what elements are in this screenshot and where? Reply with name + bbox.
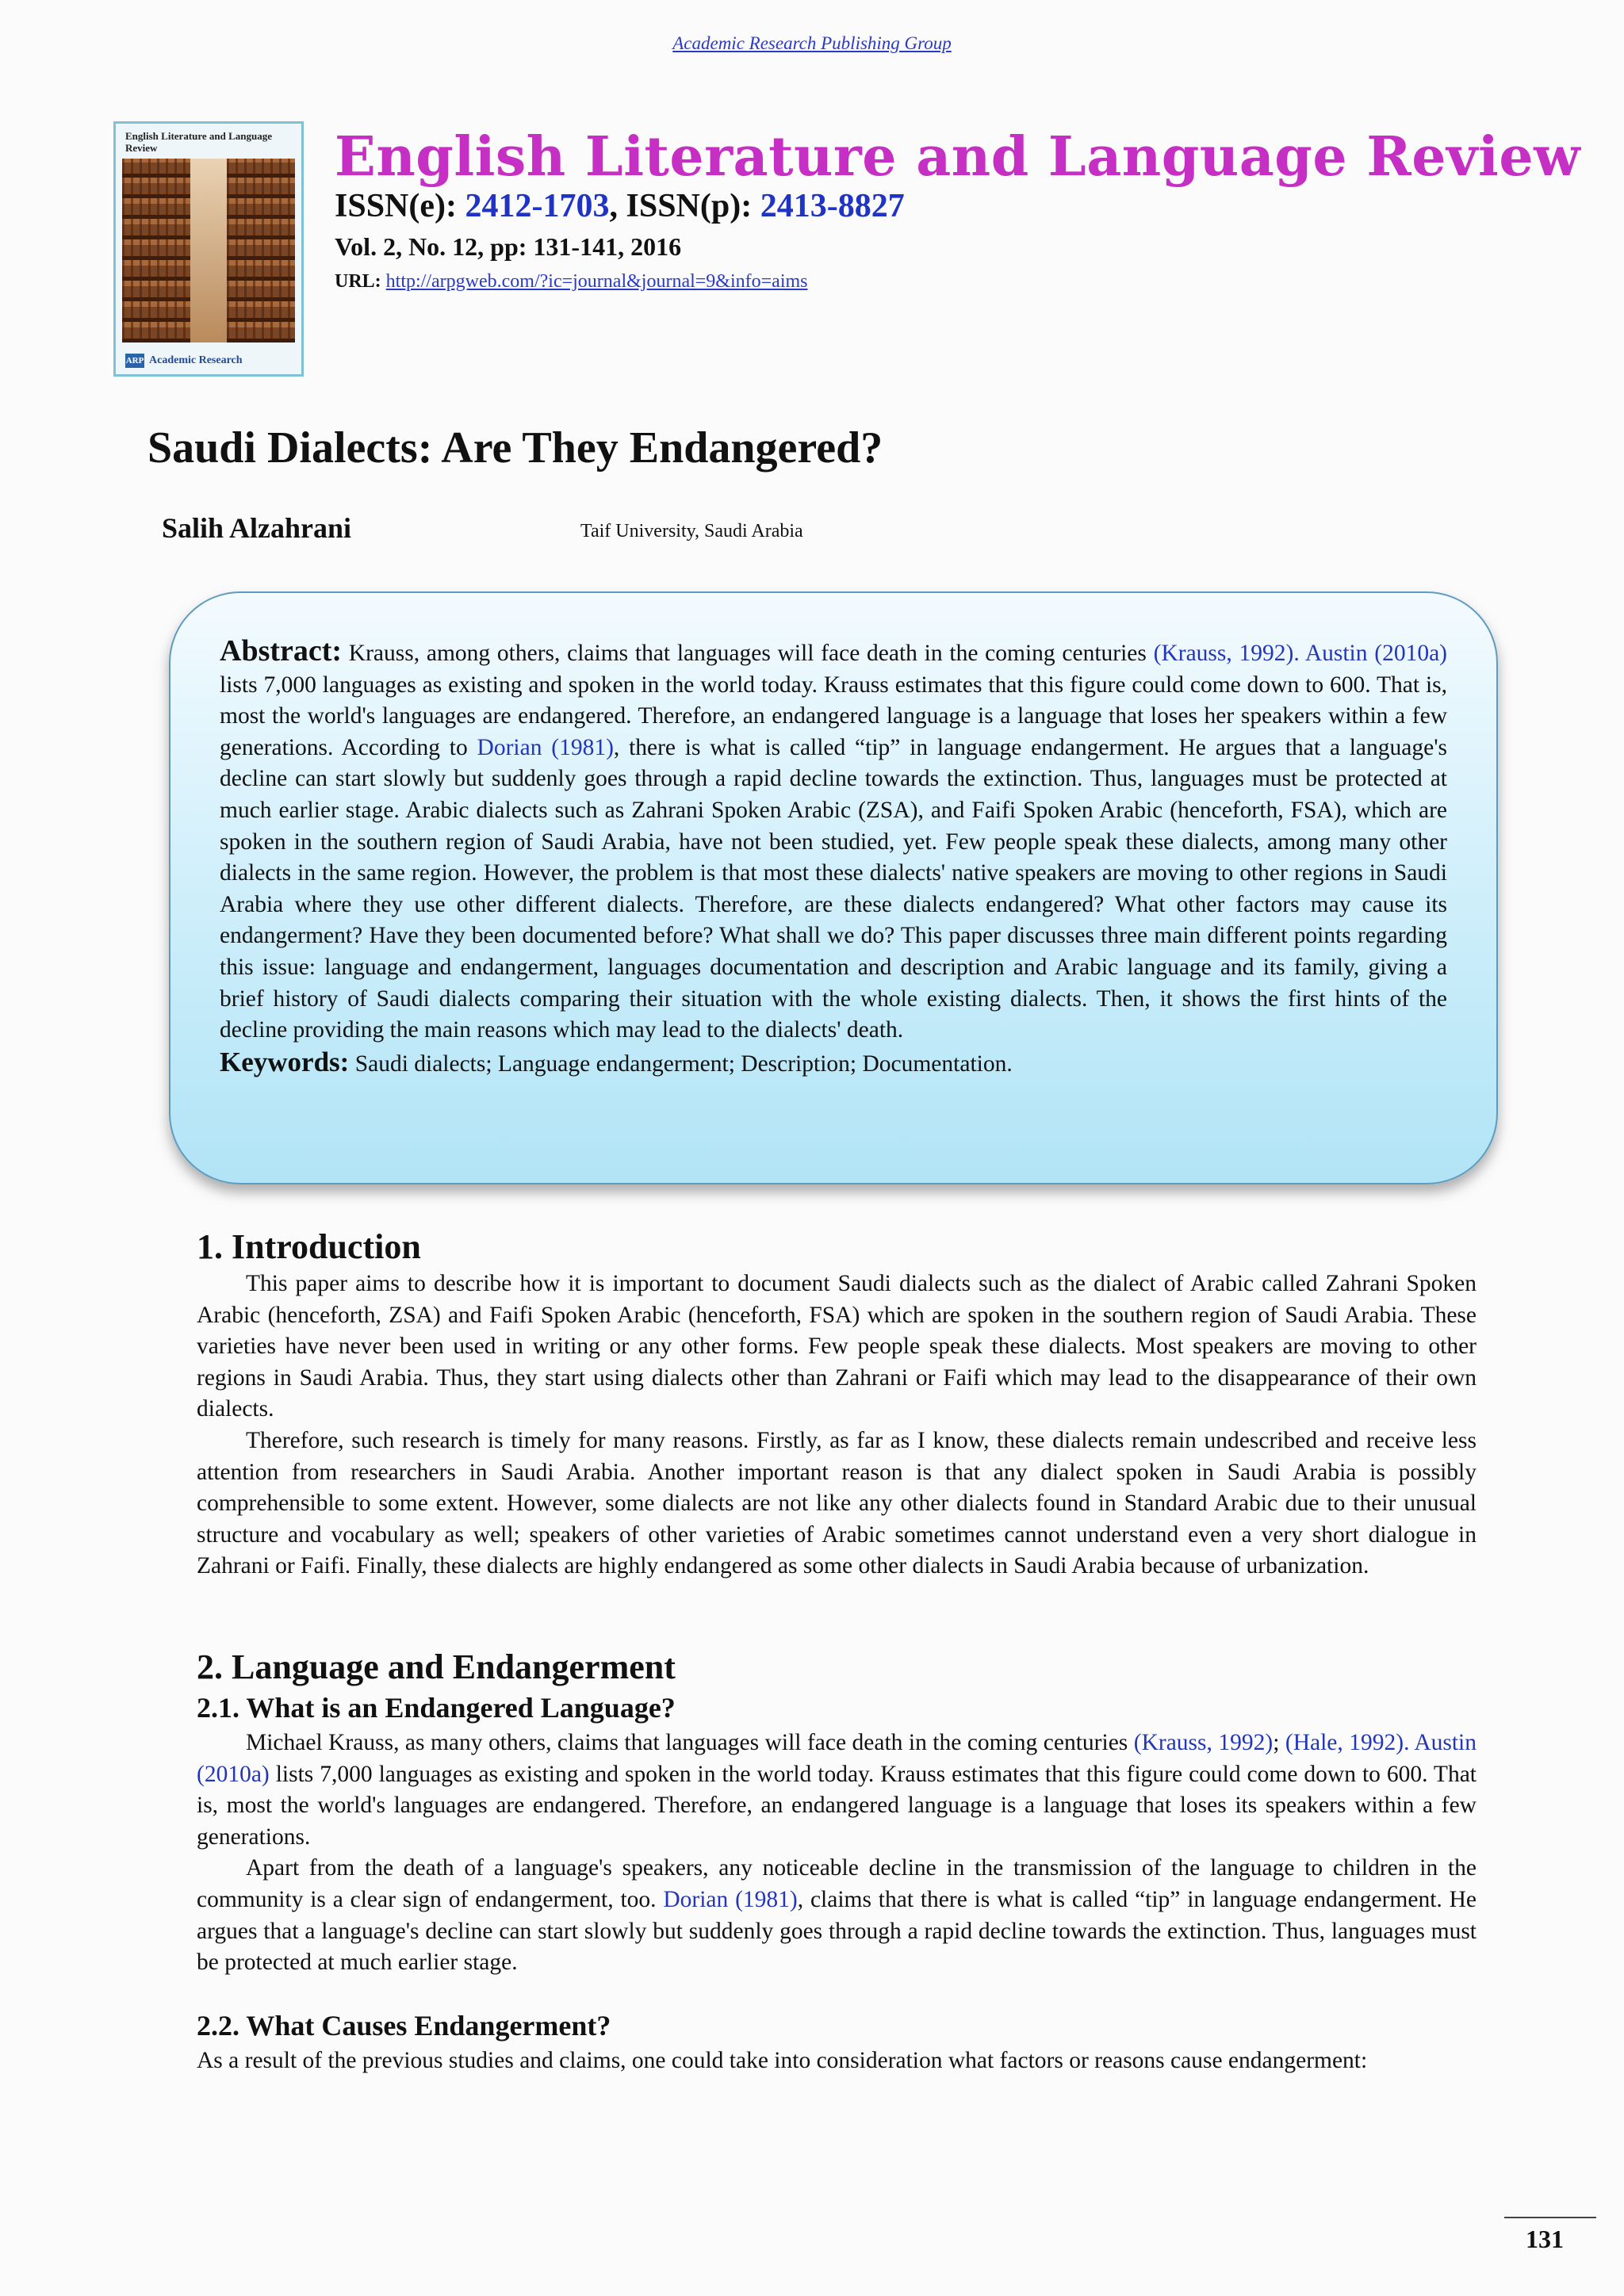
subsection-2-1-body (197, 1728, 1477, 1979)
text-segment: Apart from the death of a language's speakers, any noticeable decline in the transmission of the language to children in the community is a clear sign of endangerment, too. (197, 1855, 1477, 1912)
abstract-label: Abstract: (220, 634, 343, 668)
keywords-line (220, 1047, 1447, 1081)
journal-url-link[interactable]: http://arpgweb.com/?ic=journal&journal=9&info=aims (385, 271, 808, 292)
subsection-heading-endangered-language: 2.1. What is an Endangered Language? (197, 1692, 676, 1724)
issn-p-number: 2413-8827 (760, 188, 905, 224)
abstract-text (220, 636, 1447, 1047)
paragraph: As a result of the previous studies and claims, one could take into consideration what factors or reasons cause endangerment: (197, 2048, 1368, 2073)
subsection-2-2-body (197, 2045, 1477, 2077)
citation-link[interactable]: (Krauss, 1992) (1133, 1730, 1274, 1755)
volume-info: Vol. 2, No. 12, pp: 131-141, 2016 (335, 232, 682, 261)
section-heading-introduction: 1. Introduction (197, 1227, 421, 1266)
library-shelves-image (122, 159, 295, 342)
abstract-text-segment: Krauss, among others, claims that languages will face death in the coming centuries (342, 641, 1154, 666)
publisher-link[interactable]: Academic Research Publishing Group (672, 33, 952, 53)
journal-url-line (335, 271, 808, 293)
issn-e-label: ISSN(e): (335, 188, 465, 224)
paragraph: This paper aims to describe how it is important to document Saudi dialects such as the dialect of Arabic called Zahrani Spoken Arabic (henceforth, ZSA) and Faifi Spoken Arabic (henceforth, FSA) which are spoken in the southern region of Saudi Arabia. These varieties have never been used in writing or any other forms. Few people speak these dialects. Most speakers are moving to other regions in Saudi Arabia. Thus, they start using dialects other than Zahrani or Faifi which may lead to the disappearance of their own dialects. (197, 1271, 1477, 1422)
citation-link[interactable]: (Hale, 1992). (1285, 1730, 1410, 1755)
abstract-text-segment: lists 7,000 languages as existing and spoken in the world today. Krauss estimates that this figure could come down to 600. That is, most the world's languages are endangered. Therefore, an endangered language is a language that loses her speakers within a few generations. According to (220, 672, 1447, 760)
citation-link[interactable]: Dorian (1981) (663, 1886, 798, 1912)
author-name: Salih Alzahrani (162, 512, 352, 544)
issn-p-label: , ISSN(p): (609, 188, 760, 224)
introduction-body (197, 1269, 1477, 1582)
paragraph: Therefore, such research is timely for many reasons. Firstly, as far as I know, these dialects remain undescribed and receive less attention from researchers in Saudi Arabia. Another important reason is that any dialect spoken in Saudi Arabia is possibly comprehensible to some extent. However, some dialects are not like any other dialects found in Standard Arabic due to their unusual structure and vocabulary as well; speakers of other varieties of Arabic sometimes cannot understand even a very short dialogue in Zahrani or Faifi. Finally, these dialects are highly endangered as some other dialects in Saudi Arabia because of urbanization. (197, 1427, 1477, 1579)
page-number-rule (1504, 2217, 1596, 2218)
arp-logo-icon: ARP (125, 354, 144, 368)
cover-title: English Literature and Language Review (125, 130, 273, 154)
author-affiliation: Taif University, Saudi Arabia (580, 521, 803, 541)
cover-publisher-logo (125, 354, 243, 368)
article-title: Saudi Dialects: Are They Endangered? (147, 423, 883, 473)
issn-line (335, 187, 905, 225)
section-heading-language-endangerment: 2. Language and Endangerment (197, 1647, 676, 1686)
text-segment: ; (1273, 1730, 1285, 1755)
citation-link[interactable]: Dorian (1981) (477, 734, 614, 760)
abstract-box (169, 591, 1498, 1184)
keywords-label: Keywords: (220, 1046, 350, 1077)
subsection-heading-causes: 2.2. What Causes Endangerment? (197, 2010, 611, 2042)
text-segment: , claims that there is what is called “tip” in language endangerment. He argues that a language's decline can start slowly but suddenly goes through a rapid decline towards the extinction. Thus, languages must be protected at much earlier stage. (197, 1886, 1477, 1976)
citation-link[interactable]: Austin (2010a) (197, 1730, 1477, 1787)
text-segment: Michael Krauss, as many others, claims that languages will face death in the coming centuries (246, 1730, 1134, 1755)
url-label: URL: (335, 271, 381, 292)
cover-publisher-name: Academic Research (149, 354, 243, 366)
abstract-text-segment: , there is what is called “tip” in language endangerment. He argues that a language's decline can start slowly but suddenly goes through a rapid decline towards the extinction. Thus, languages must be protected at much earlier stage. Arabic dialects such as Zahrani Spoken Arabic (ZSA), and Faifi Spoken Arabic (henceforth, FSA), which are spoken in the southern region of Saudi Arabia, have not been studied, yet. Few people speak these dialects, among many other dialects in the same region. However, the problem is that most these dialects' native speakers are moving to other regions in Saudi Arabia where they use other different dialects. Therefore, are these dialects endangered? What other factors may cause its endangerment? Have they been documented before? What shall we do? This paper discusses three main different points regarding this issue: language and endangerment, languages documentation and description and Arabic language and its family, giving a brief history of Saudi dialects comparing their situation with the whole existing dialects. Then, it shows the first hints of the decline providing the main reasons which may lead to the dialects' death. (220, 734, 1448, 1043)
citation-link[interactable]: Austin (2010a) (1304, 641, 1447, 666)
journal-cover-image (113, 121, 304, 377)
citation-link[interactable]: (Krauss, 1992). (1153, 641, 1300, 666)
journal-title: English Literature and Language Review (335, 125, 1581, 189)
issn-e-number: 2412-1703 (465, 188, 610, 224)
paragraph (197, 1853, 1477, 1978)
keywords-text: Saudi dialects; Language endangerment; Description; Documentation. (349, 1050, 1013, 1077)
abstract-text-segment (1300, 641, 1305, 666)
text-segment: lists 7,000 languages as existing and spoken in the world today. Krauss estimates that this figure could come down to 600. That is, most the world's languages are endangered. Therefore, an endangered language is a language that loses its speakers within a few generations. (197, 1761, 1477, 1850)
page-number: 131 (1526, 2225, 1564, 2253)
paragraph (197, 1728, 1477, 1853)
